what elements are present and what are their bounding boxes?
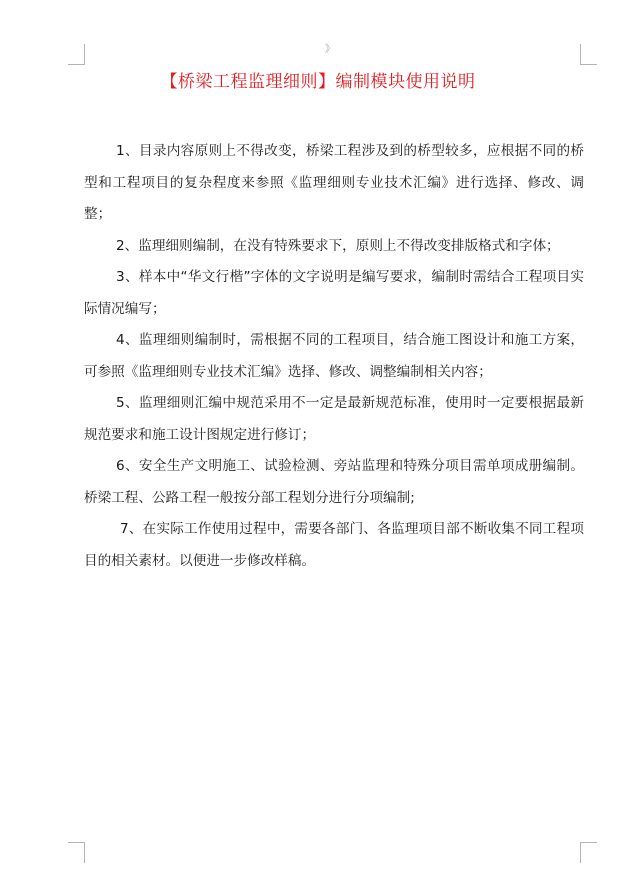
crop-mark-top-left — [68, 44, 85, 65]
paragraph-6: 6、安全生产文明施工、试验检测、旁站监理和特殊分项目需单项成册编制。桥梁工程、公路工程一般按分部工程划分进行分项编制; — [84, 458, 584, 506]
paragraph-7: 7、在实际工作使用过程中，需要各部门、各监理项目部不断收集不同工程项目的相关素材。以便进一步修改样稿。 — [84, 521, 584, 569]
crop-mark-bottom-left — [68, 842, 85, 863]
document-title: 【桥梁工程监理细则】编制模块使用说明 — [160, 72, 476, 92]
crop-mark-bottom-right — [580, 842, 597, 863]
paragraph-2: 2、监理细则编制，在没有特殊要求下，原则上不得改变排版格式和字体； — [116, 237, 560, 254]
paragraph-1: 1、目录内容原则上不得改变，桥梁工程涉及到的桥型较多，应根据不同的桥型和工程项目的复杂程度来参照《监理细则专业技术汇编》进行选择、修改、调整； — [84, 143, 584, 222]
header-mark: 》 — [325, 44, 335, 55]
paragraph-5: 5、监理细则汇编中规范采用不一定是最新规范标准，使用时一定要根据最新规范要求和施工设计图规定进行修订； — [84, 395, 584, 443]
paragraph-4: 4、监理细则编制时，需根据不同的工程项目，结合施工图设计和施工方案，可参照《监理细则专业技术汇编》选择、修改、调整编制相关内容； — [84, 332, 584, 380]
document-body — [84, 136, 584, 577]
crop-mark-top-right — [580, 44, 597, 65]
paragraph-3: 3、样本中“华文行楷”字体的文字说明是编写要求，编制时需结合工程项目实际情况编写； — [84, 269, 584, 317]
